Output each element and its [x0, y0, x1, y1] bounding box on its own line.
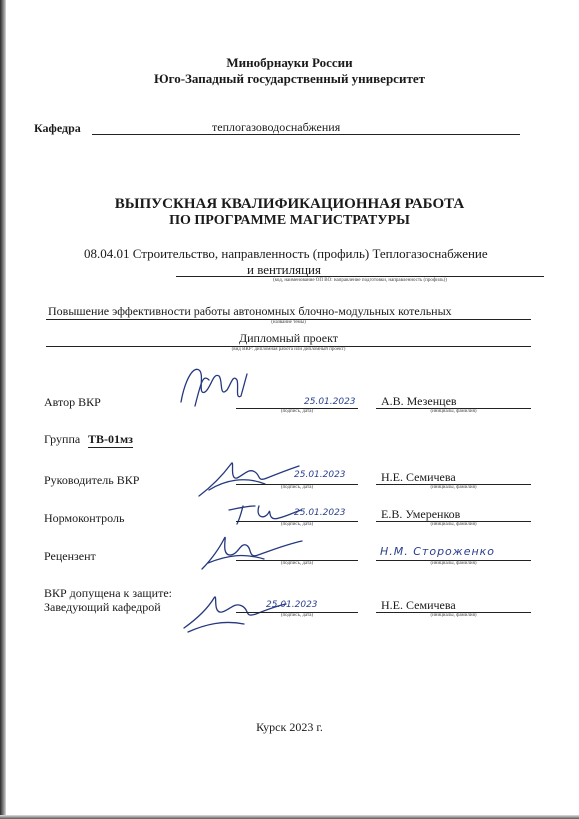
supervisor-name-caption: (инициалы, фамилия)	[430, 485, 477, 490]
normcontrol-name: Е.В. Умеренков	[381, 507, 461, 521]
department-value: теплогазоводоснабжения	[212, 120, 341, 134]
head-signature	[180, 586, 290, 636]
author-signature	[175, 362, 265, 414]
supervisor-label: Руководитель ВКР	[44, 473, 140, 487]
reviewer-name: Н.М. Стороженко	[380, 545, 496, 558]
supervisor-date: 25.01.2023	[294, 470, 346, 480]
normcontrol-label: Нормоконтроль	[44, 511, 125, 525]
document-subtitle: ПО ПРОГРАММЕ МАГИСТРАТУРЫ	[169, 213, 410, 228]
document-title: ВЫПУСКНАЯ КВАЛИФИКАЦИОННАЯ РАБОТА	[114, 196, 465, 212]
author-label: Автор ВКР	[44, 395, 101, 409]
normcontrol-sign-caption: (подпись, дата)	[280, 522, 314, 527]
head-of-department-label: Заведующий кафедрой	[44, 600, 161, 614]
city-year: Курск 2023 г.	[256, 720, 323, 734]
scan-edge-left	[0, 0, 6, 819]
reviewer-sign-caption: (подпись, дата)	[280, 561, 314, 566]
author-sign-caption: (подпись, дата)	[280, 409, 314, 414]
reviewer-label: Рецензент	[44, 549, 96, 563]
reviewer-name-caption: (инициалы, фамилия)	[430, 561, 477, 566]
supervisor-signature	[195, 450, 305, 500]
author-date: 25.01.2023	[304, 397, 356, 407]
head-name: Н.Е. Семичева	[381, 598, 456, 612]
normcontrol-date: 25.01.2023	[294, 508, 346, 518]
program-caption: (код, наименование ОП ВО: направление подготовки, направленность (профиль))	[273, 278, 447, 283]
program-underline	[176, 276, 544, 277]
admitted-label: ВКР допущена к защите:	[44, 586, 172, 600]
normcontrol-name-caption: (инициалы, фамилия)	[430, 522, 477, 527]
supervisor-sign-caption: (подпись, дата)	[280, 485, 314, 490]
work-type-caption: (вид ВКР: дипломная работа или дипломный проект)	[231, 347, 346, 352]
scan-edge-bottom	[0, 815, 579, 819]
reviewer-signature	[198, 525, 308, 575]
ministry-name: Минобрнауки России	[226, 55, 353, 70]
work-type-text: Дипломный проект	[238, 331, 339, 345]
program-line-2: и вентиляция	[247, 262, 321, 277]
topic-text: Повышение эффективности работы автономных блочно-модульных котельных	[48, 304, 452, 318]
group-label: Группа	[44, 432, 81, 446]
department-label: Кафедра	[34, 121, 81, 135]
head-sign-caption: (подпись, дата)	[280, 613, 314, 618]
topic-caption: (название темы)	[271, 320, 306, 325]
program-line-1: 08.04.01 Строительство, направленность (профиль) Теплогазоснабжение	[84, 246, 488, 261]
head-date: 25.01.2023	[266, 600, 318, 610]
university-name: Юго-Западный государственный университет	[154, 71, 425, 86]
supervisor-name: Н.Е. Семичева	[381, 470, 456, 484]
author-name: А.В. Мезенцев	[381, 394, 457, 408]
head-name-caption: (инициалы, фамилия)	[430, 613, 477, 618]
author-name-caption: (инициалы, фамилия)	[430, 409, 477, 414]
group-value: ТВ-01мз	[88, 432, 133, 446]
